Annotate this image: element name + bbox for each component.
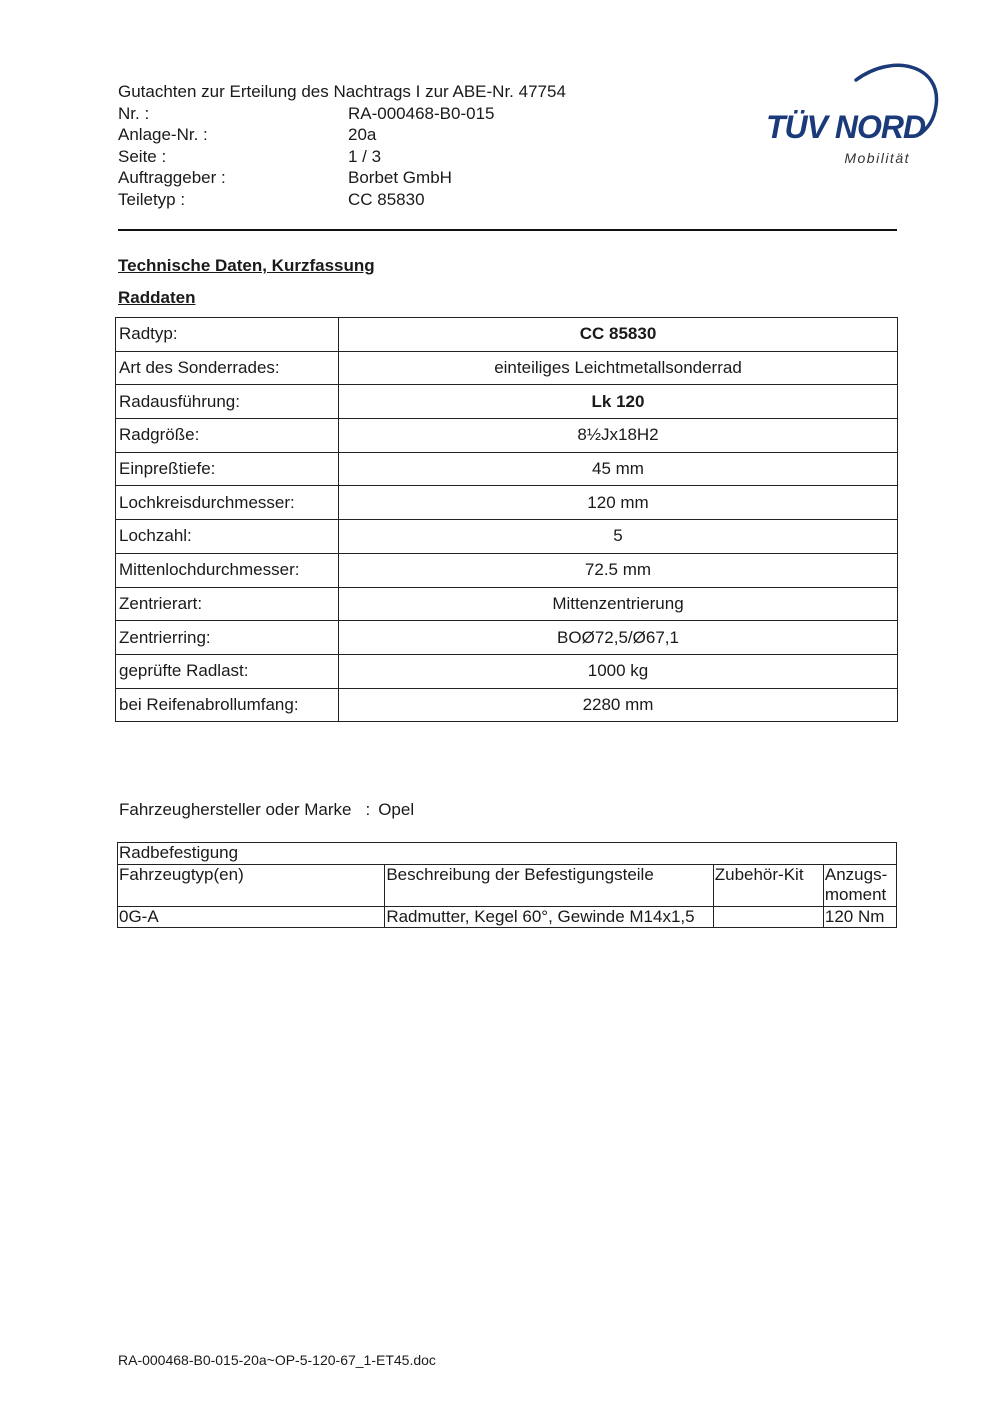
raddaten-table [115, 317, 898, 722]
raddaten-row [116, 587, 898, 621]
raddaten-label: Radgröße: [116, 419, 339, 453]
document-title: Gutachten zur Erteilung des Nachtrags I zur ABE-Nr. 47754 [118, 82, 566, 101]
befestigung-header-cell: Fahrzeugtyp(en) [118, 864, 385, 906]
tuev-nord-logo [764, 58, 944, 170]
raddaten-value: 8½Jx18H2 [339, 419, 898, 453]
header-divider [118, 229, 897, 231]
footer-filename: RA-000468-B0-015-20a~OP-5-120-67_1-ET45.doc [118, 1352, 436, 1368]
raddaten-row [116, 621, 898, 655]
raddaten-row [116, 688, 898, 722]
raddaten-value: 120 mm [339, 486, 898, 520]
header-value: Borbet GmbH [348, 168, 452, 187]
befestigung-title: Radbefestigung [118, 843, 897, 865]
raddaten-row [116, 654, 898, 688]
befestigung-header-cell: Anzugs-moment [823, 864, 896, 906]
header-label: Anlage-Nr. : [118, 125, 208, 144]
raddaten-value: Mittenzentrierung [339, 587, 898, 621]
raddaten-label: Radtyp: [116, 318, 339, 352]
raddaten-row [116, 520, 898, 554]
header-value: CC 85830 [348, 189, 425, 209]
document-header [118, 81, 566, 210]
raddaten-value: BOØ72,5/Ø67,1 [339, 621, 898, 655]
header-row [118, 124, 566, 146]
raddaten-label: bei Reifenabrollumfang: [116, 688, 339, 722]
manufacturer-line [119, 800, 414, 820]
header-label: Teiletyp : [118, 189, 186, 209]
raddaten-label: Zentrierart: [116, 587, 339, 621]
header-label: Auftraggeber : [118, 168, 226, 187]
raddaten-label: Art des Sonderrades: [116, 351, 339, 385]
raddaten-value: 2280 mm [339, 688, 898, 722]
befestigung-row [118, 906, 897, 928]
raddaten-value: 72.5 mm [339, 553, 898, 587]
header-row [118, 103, 566, 125]
raddaten-row [116, 452, 898, 486]
raddaten-label: Lochzahl: [116, 520, 339, 554]
header-row [118, 167, 566, 189]
raddaten-row [116, 318, 898, 352]
befestigung-title-row [118, 843, 897, 865]
raddaten-value: 5 [339, 520, 898, 554]
befestigung-header-row [118, 864, 897, 906]
befestigung-header-cell: Beschreibung der Befestigungsteile [385, 864, 713, 906]
logo-subtitle: Mobilität [844, 150, 910, 166]
befestigung-cell: 0G-A [118, 906, 385, 928]
manufacturer-value: Opel [378, 800, 415, 819]
raddaten-label: Mittenlochdurchmesser: [116, 553, 339, 587]
header-label: Seite : [118, 146, 167, 166]
befestigung-cell: 120 Nm [823, 906, 896, 928]
header-row [118, 189, 566, 211]
raddaten-value: Lk 120 [339, 385, 898, 419]
raddaten-label: Lochkreisdurchmesser: [116, 486, 339, 520]
subsection-title: Raddaten [118, 288, 196, 307]
logo-brand: TÜV NORD [766, 109, 926, 145]
header-label: Nr. : [118, 103, 150, 123]
raddaten-value: 45 mm [339, 452, 898, 486]
manufacturer-label: Fahrzeughersteller oder Marke [119, 800, 352, 819]
befestigung-header-cell: Zubehör-Kit [713, 864, 823, 906]
header-value: RA-000468-B0-015 [348, 103, 495, 123]
raddaten-label: Zentrierring: [116, 621, 339, 655]
manufacturer-separator: : [365, 800, 371, 819]
raddaten-row [116, 419, 898, 453]
raddaten-row [116, 553, 898, 587]
section-title: Technische Daten, Kurzfassung [118, 256, 375, 275]
raddaten-row [116, 351, 898, 385]
raddaten-value: CC 85830 [339, 318, 898, 352]
befestigung-cell: Radmutter, Kegel 60°, Gewinde M14x1,5 [385, 906, 713, 928]
raddaten-label: Einpreßtiefe: [116, 452, 339, 486]
raddaten-label: geprüfte Radlast: [116, 654, 339, 688]
raddaten-row [116, 486, 898, 520]
befestigung-cell [713, 906, 823, 928]
raddaten-label: Radausführung: [116, 385, 339, 419]
header-row [118, 146, 566, 168]
header-value: 1 / 3 [348, 146, 382, 166]
raddaten-value: 1000 kg [339, 654, 898, 688]
header-value: 20a [348, 125, 377, 144]
raddaten-value: einteiliges Leichtmetallsonderrad [339, 351, 898, 385]
befestigung-table [117, 842, 897, 928]
raddaten-row [116, 385, 898, 419]
